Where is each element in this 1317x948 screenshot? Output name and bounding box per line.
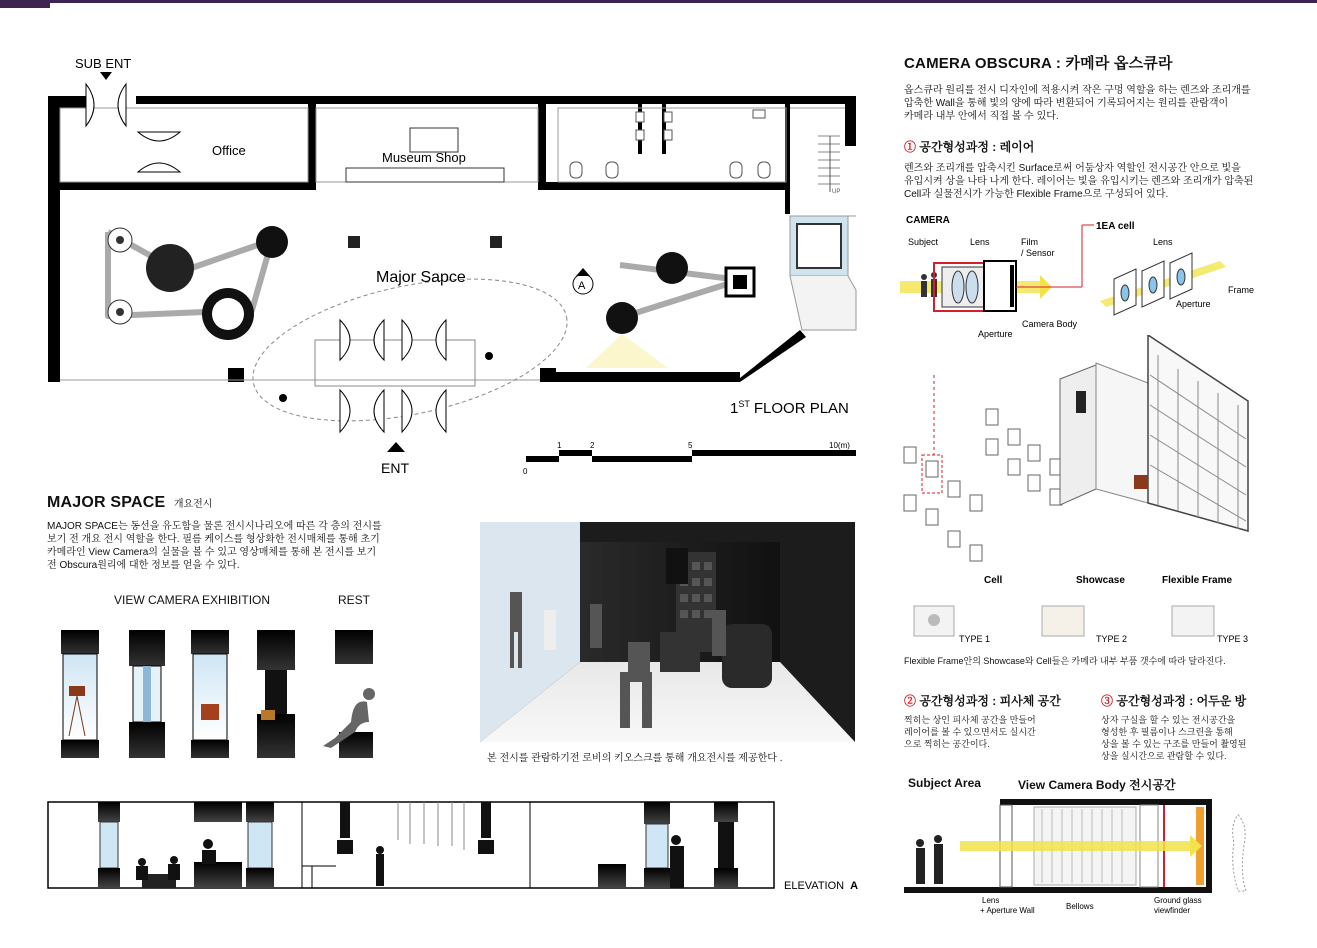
rest-bench: [323, 630, 375, 758]
svg-text:Aperture: Aperture: [978, 329, 1013, 339]
office-label: Office: [212, 143, 246, 158]
rendering-caption: 본 전시를 관람하기전 로비의 키오스크를 통해 개요전시를 제공한다 .: [487, 753, 783, 764]
layer-isometric-diagram: [900, 335, 1260, 595]
elevation-a: [46, 800, 866, 895]
svg-text:Subject: Subject: [908, 237, 939, 247]
iso-label-flexible-frame: Flexible Frame: [1162, 575, 1233, 586]
view-camera-body-diagram: [900, 795, 1260, 925]
view-camera-body-label: View Camera Body 전시공간: [1018, 778, 1176, 792]
frame-types: [904, 600, 1264, 650]
major-space-label: Major Sapce: [376, 269, 466, 286]
subject-area-label: Subject Area: [908, 776, 981, 790]
step1-heading: ① 공간형성과정 : 레이어: [904, 140, 1035, 154]
stairs-up-label: UP: [832, 189, 841, 195]
stairs: [818, 136, 840, 192]
exhibit-pillar: [257, 630, 295, 758]
svg-text:Aperture: Aperture: [1176, 299, 1211, 309]
types-caption: Flexible Frame안의 Showcase와 Cell들은 카메라 내부 부품 갯수에 따라 달라진다.: [904, 656, 1226, 666]
svg-text:TYPE 2: TYPE 2: [1096, 634, 1128, 644]
camera-label: CAMERA: [906, 215, 950, 226]
view-camera-exhibition-label: VIEW CAMERA EXHIBITION: [114, 593, 271, 607]
section-marker-a: A: [578, 280, 586, 292]
floor-plan: [40, 50, 870, 480]
svg-text:Lens: Lens: [1153, 237, 1173, 247]
cell-title: 1EA cell: [1096, 221, 1135, 232]
step3-description: 상자 구실을 할 수 있는 전시공간을 형성한 후 필름이나 스크린을 통해 상을 볼 수 있는 구조를 만들어 촬영된 상을 실시간으로 관람할 수 있다.: [1101, 715, 1247, 761]
svg-text:TYPE 1: TYPE 1: [959, 634, 991, 644]
svg-text:+ Aperture Wall: + Aperture Wall: [980, 906, 1035, 915]
scale-bar: [523, 441, 856, 476]
svg-text:0: 0: [523, 467, 528, 476]
svg-text:Bellows: Bellows: [1066, 902, 1094, 911]
restroom-fixtures: [570, 110, 770, 178]
exhibit-pillar: [61, 630, 99, 758]
major-space-description: MAJOR SPACE는 동선을 유도함을 물론 전시시나리오에 따른 각 층의 전시를 보기 전 개요 전시 역할을 한다. 필름 케이스를 형상화한 전시매체를 통해 초기 카메라인 View Camera의 실물을 볼 수 있고 영상매체를 통해 본 전시를 보기 전 Obscura원리에 대한 정보를 얻을 수 있다.: [47, 521, 382, 571]
svg-text:Film: Film: [1021, 237, 1038, 247]
svg-text:10(m): 10(m): [829, 441, 850, 450]
svg-text:1: 1: [557, 441, 562, 450]
step1-description: 렌즈와 조리개를 압축시킨 Surface로써 어둠상자 역할인 전시공간 안으로 빛을 유입시켜 상을 나타 나게 한다. 레이어는 빛을 유입시키는 렌즈와 조리개가 압축된 Cell과 실물전시가 가능한 Flexible Frame으로 구성되어 있다.: [904, 163, 1254, 200]
top-accent-bar: [0, 0, 1317, 3]
exhibit-pillar: [129, 630, 165, 758]
svg-text:2: 2: [590, 441, 595, 450]
svg-text:Lens: Lens: [982, 896, 1000, 905]
museum-shop-label: Museum Shop: [382, 150, 466, 165]
ent-label: ENT: [381, 460, 409, 476]
svg-text:viewfinder: viewfinder: [1154, 906, 1191, 915]
svg-text:Camera Body: Camera Body: [1022, 319, 1078, 329]
step2-heading: ② 공간형성과정 : 피사체 공간: [904, 694, 1061, 708]
camera-diagram: [900, 205, 1260, 345]
elevation-label: ELEVATION A: [784, 880, 859, 892]
svg-text:Lens: Lens: [970, 237, 990, 247]
step2-description: 찍히는 상인 피사체 공간을 만들어 레이어를 볼 수 있으면서도 실시간 으로 찍히는 공간이다.: [904, 715, 1036, 749]
major-space-heading: MAJOR SPACE 개요전시: [47, 494, 213, 511]
lobby-rendering-image: [480, 522, 855, 742]
step3-heading: ③ 공간형성과정 : 어두운 방: [1101, 694, 1247, 708]
svg-text:Frame: Frame: [1228, 285, 1255, 295]
svg-text:Ground glass: Ground glass: [1154, 896, 1202, 905]
iso-label-showcase: Showcase: [1076, 575, 1125, 586]
main-entrance-doors: [315, 320, 475, 432]
svg-text:/ Sensor: / Sensor: [1021, 248, 1055, 258]
camera-obscura-title: CAMERA OBSCURA : 카메라 옵스큐라: [904, 55, 1173, 72]
floor-plan-title: 1ST FLOOR PLAN: [730, 399, 849, 417]
exhibit-pillar: [191, 630, 229, 758]
top-accent-tab: [0, 0, 50, 8]
rest-label: REST: [338, 593, 371, 607]
iso-label-cell: Cell: [984, 575, 1003, 586]
svg-text:5: 5: [688, 441, 693, 450]
sub-ent-label: SUB ENT: [75, 56, 132, 71]
view-camera-exhibits: [55, 626, 385, 766]
svg-text:TYPE 3: TYPE 3: [1217, 634, 1249, 644]
camera-obscura-description: 옵스큐라 원리를 전시 디자인에 적용시켜 작은 구멍 역할을 하는 렌즈와 조리개를 압축한 Wall을 통해 빛의 양에 따라 변환되어 기록되어지는 원리를 관람객이 카메라 내부 안에서 직접 볼 수 있다.: [904, 85, 1251, 122]
